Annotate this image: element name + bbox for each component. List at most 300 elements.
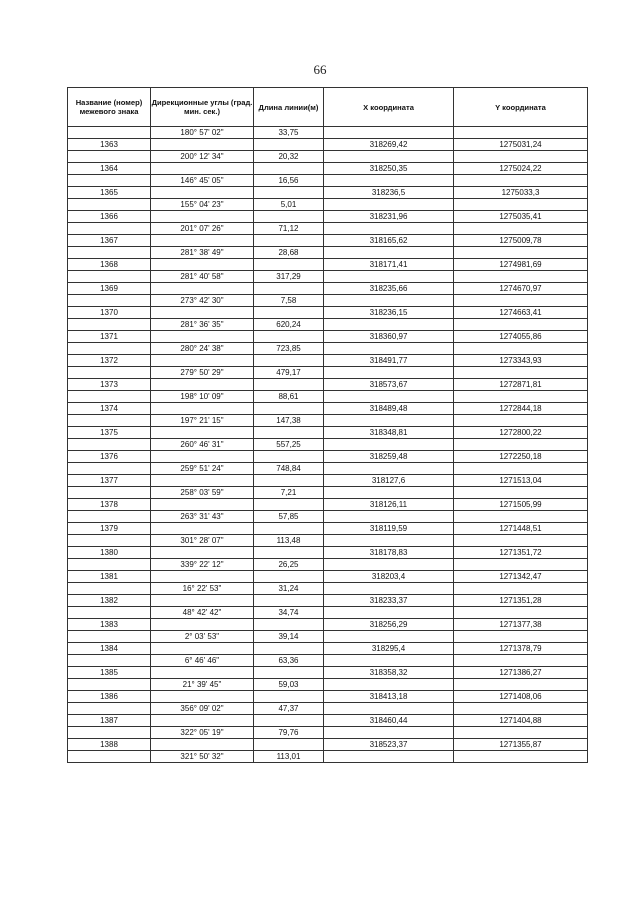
- table-row: [68, 475, 588, 487]
- cell-x: 318126,11: [324, 499, 454, 511]
- cell-x: 318360,97: [324, 331, 454, 343]
- cell-x: [324, 607, 454, 619]
- cell-x: [324, 199, 454, 211]
- cell-name: 1382: [68, 595, 151, 607]
- table-row: [68, 607, 588, 619]
- cell-x: [324, 367, 454, 379]
- cell-x: [324, 127, 454, 139]
- cell-angle: 197° 21' 15": [151, 415, 254, 427]
- cell-angle: [151, 283, 254, 295]
- cell-name: [68, 247, 151, 259]
- table-row: [68, 355, 588, 367]
- cell-length: [254, 235, 324, 247]
- cell-name: [68, 319, 151, 331]
- cell-name: 1384: [68, 643, 151, 655]
- cell-y: [454, 751, 588, 763]
- cell-name: 1370: [68, 307, 151, 319]
- cell-x: 318358,32: [324, 667, 454, 679]
- cell-length: [254, 283, 324, 295]
- cell-length: [254, 643, 324, 655]
- cell-length: [254, 259, 324, 271]
- cell-angle: 16° 22' 53": [151, 583, 254, 595]
- cell-x: [324, 415, 454, 427]
- cell-x: 318259,48: [324, 451, 454, 463]
- cell-name: 1386: [68, 691, 151, 703]
- cell-length: [254, 547, 324, 559]
- cell-angle: [151, 475, 254, 487]
- cell-angle: [151, 235, 254, 247]
- cell-x: 318233,37: [324, 595, 454, 607]
- cell-x: [324, 247, 454, 259]
- cell-angle: [151, 595, 254, 607]
- cell-y: [454, 511, 588, 523]
- cell-name: 1373: [68, 379, 151, 391]
- cell-x: 318295,4: [324, 643, 454, 655]
- cell-y: [454, 559, 588, 571]
- cell-angle: 146° 45' 05": [151, 175, 254, 187]
- cell-name: 1387: [68, 715, 151, 727]
- cell-length: 34,74: [254, 607, 324, 619]
- cell-angle: 2° 03' 53": [151, 631, 254, 643]
- cell-name: [68, 487, 151, 499]
- cell-length: 47,37: [254, 703, 324, 715]
- cell-x: 318178,83: [324, 547, 454, 559]
- table-row: [68, 643, 588, 655]
- cell-length: [254, 667, 324, 679]
- cell-name: [68, 751, 151, 763]
- cell-y: 1271513,04: [454, 475, 588, 487]
- cell-length: 79,76: [254, 727, 324, 739]
- cell-name: 1378: [68, 499, 151, 511]
- cell-y: [454, 367, 588, 379]
- cell-length: 57,85: [254, 511, 324, 523]
- cell-x: [324, 463, 454, 475]
- cell-length: [254, 571, 324, 583]
- cell-angle: 260° 46' 31": [151, 439, 254, 451]
- cell-name: 1365: [68, 187, 151, 199]
- cell-length: [254, 403, 324, 415]
- cell-y: 1275031,24: [454, 139, 588, 151]
- cell-y: 1275033,3: [454, 187, 588, 199]
- cell-y: [454, 223, 588, 235]
- table-row: [68, 559, 588, 571]
- cell-length: 71,12: [254, 223, 324, 235]
- cell-x: [324, 751, 454, 763]
- cell-name: 1374: [68, 403, 151, 415]
- cell-name: 1383: [68, 619, 151, 631]
- cell-angle: 279° 50' 29": [151, 367, 254, 379]
- cell-length: [254, 331, 324, 343]
- cell-x: [324, 271, 454, 283]
- table-row: [68, 523, 588, 535]
- table-row: [68, 139, 588, 151]
- cell-length: 28,68: [254, 247, 324, 259]
- cell-y: 1271378,79: [454, 643, 588, 655]
- cell-y: [454, 319, 588, 331]
- table-row: [68, 691, 588, 703]
- header-y: Y координата: [454, 88, 588, 127]
- cell-length: [254, 211, 324, 223]
- cell-name: [68, 727, 151, 739]
- cell-name: [68, 199, 151, 211]
- cell-name: [68, 583, 151, 595]
- cell-angle: [151, 427, 254, 439]
- cell-y: 1272250,18: [454, 451, 588, 463]
- cell-length: 16,56: [254, 175, 324, 187]
- cell-angle: [151, 451, 254, 463]
- cell-length: 59,03: [254, 679, 324, 691]
- cell-y: 1271505,99: [454, 499, 588, 511]
- cell-y: 1272844,18: [454, 403, 588, 415]
- cell-name: 1372: [68, 355, 151, 367]
- cell-angle: 259° 51' 24": [151, 463, 254, 475]
- table-row: [68, 679, 588, 691]
- cell-name: 1367: [68, 235, 151, 247]
- cell-angle: [151, 715, 254, 727]
- cell-x: 318127,6: [324, 475, 454, 487]
- cell-angle: [151, 259, 254, 271]
- cell-x: 318489,48: [324, 403, 454, 415]
- cell-x: [324, 391, 454, 403]
- table-row: [68, 715, 588, 727]
- cell-y: [454, 295, 588, 307]
- cell-name: 1363: [68, 139, 151, 151]
- cell-angle: 6° 46' 46": [151, 655, 254, 667]
- table-row: [68, 175, 588, 187]
- cell-x: 318203,4: [324, 571, 454, 583]
- cell-angle: 321° 50' 32": [151, 751, 254, 763]
- cell-y: 1274055,86: [454, 331, 588, 343]
- header-name: Название (номер) межевого знака: [68, 88, 151, 127]
- cell-y: [454, 655, 588, 667]
- cell-x: 318231,96: [324, 211, 454, 223]
- cell-angle: 280° 24' 38": [151, 343, 254, 355]
- table-row: [68, 391, 588, 403]
- table-body: [68, 127, 588, 763]
- cell-x: 318523,37: [324, 739, 454, 751]
- cell-length: [254, 427, 324, 439]
- table-row: [68, 439, 588, 451]
- cell-x: 318269,42: [324, 139, 454, 151]
- table-row: [68, 655, 588, 667]
- cell-length: 5,01: [254, 199, 324, 211]
- cell-x: [324, 511, 454, 523]
- cell-length: [254, 187, 324, 199]
- cell-angle: [151, 307, 254, 319]
- cell-name: 1368: [68, 259, 151, 271]
- cell-y: [454, 439, 588, 451]
- table-row: [68, 259, 588, 271]
- cell-length: [254, 475, 324, 487]
- cell-name: [68, 439, 151, 451]
- cell-x: [324, 343, 454, 355]
- cell-name: [68, 343, 151, 355]
- table-row: [68, 343, 588, 355]
- cell-x: 318236,15: [324, 307, 454, 319]
- cell-angle: [151, 643, 254, 655]
- cell-length: [254, 715, 324, 727]
- cell-length: [254, 355, 324, 367]
- table-row: [68, 295, 588, 307]
- cell-angle: 339° 22' 12": [151, 559, 254, 571]
- table-row: [68, 379, 588, 391]
- cell-y: 1275009,78: [454, 235, 588, 247]
- cell-y: [454, 199, 588, 211]
- cell-length: [254, 739, 324, 751]
- cell-x: [324, 535, 454, 547]
- cell-x: 318573,67: [324, 379, 454, 391]
- cell-y: 1271351,72: [454, 547, 588, 559]
- table-row: [68, 703, 588, 715]
- table-row: [68, 283, 588, 295]
- cell-name: 1380: [68, 547, 151, 559]
- cell-name: [68, 367, 151, 379]
- cell-y: [454, 463, 588, 475]
- table-row: [68, 319, 588, 331]
- cell-angle: [151, 139, 254, 151]
- header-x: Х координата: [324, 88, 454, 127]
- cell-angle: [151, 331, 254, 343]
- cell-angle: 48° 42' 42": [151, 607, 254, 619]
- cell-y: [454, 247, 588, 259]
- cell-y: [454, 727, 588, 739]
- cell-x: [324, 727, 454, 739]
- table-row: [68, 127, 588, 139]
- cell-y: [454, 343, 588, 355]
- cell-angle: 273° 42' 30": [151, 295, 254, 307]
- cell-length: 557,25: [254, 439, 324, 451]
- cell-name: [68, 607, 151, 619]
- table-row: [68, 199, 588, 211]
- cell-y: [454, 487, 588, 499]
- table-row: [68, 463, 588, 475]
- table-row: [68, 163, 588, 175]
- cell-name: 1369: [68, 283, 151, 295]
- table-row: [68, 583, 588, 595]
- table-row: [68, 367, 588, 379]
- cell-name: 1385: [68, 667, 151, 679]
- cell-angle: [151, 403, 254, 415]
- cell-x: [324, 559, 454, 571]
- cell-angle: [151, 163, 254, 175]
- cell-name: 1377: [68, 475, 151, 487]
- cell-y: [454, 631, 588, 643]
- cell-y: 1275035,41: [454, 211, 588, 223]
- cell-name: 1376: [68, 451, 151, 463]
- cell-angle: 201° 07' 26": [151, 223, 254, 235]
- table-row: [68, 415, 588, 427]
- table-row: [68, 667, 588, 679]
- cell-angle: 301° 28' 07": [151, 535, 254, 547]
- cell-angle: [151, 571, 254, 583]
- cell-y: [454, 535, 588, 547]
- cell-y: 1271342,47: [454, 571, 588, 583]
- table-row: [68, 223, 588, 235]
- cell-name: [68, 223, 151, 235]
- cell-y: 1271386,27: [454, 667, 588, 679]
- cell-y: 1271404,88: [454, 715, 588, 727]
- table-row: [68, 403, 588, 415]
- table-row: [68, 247, 588, 259]
- header-angles: Дирекционные углы (град. мин. сек.): [151, 88, 254, 127]
- table-row: [68, 427, 588, 439]
- cell-name: [68, 679, 151, 691]
- cell-x: [324, 679, 454, 691]
- cell-length: [254, 619, 324, 631]
- cell-y: 1273343,93: [454, 355, 588, 367]
- cell-length: 317,29: [254, 271, 324, 283]
- cell-x: [324, 703, 454, 715]
- header-length: Длина линии(м): [254, 88, 324, 127]
- cell-name: [68, 175, 151, 187]
- table-row: [68, 331, 588, 343]
- cell-name: [68, 511, 151, 523]
- table-row: [68, 271, 588, 283]
- cell-angle: [151, 187, 254, 199]
- page-number: 66: [313, 62, 327, 77]
- cell-length: 88,61: [254, 391, 324, 403]
- cell-x: [324, 223, 454, 235]
- cell-x: [324, 151, 454, 163]
- cell-y: 1271351,28: [454, 595, 588, 607]
- cell-x: [324, 439, 454, 451]
- cell-angle: 21° 39' 45": [151, 679, 254, 691]
- table-row: [68, 211, 588, 223]
- cell-name: 1379: [68, 523, 151, 535]
- table-row: [68, 535, 588, 547]
- cell-length: 113,48: [254, 535, 324, 547]
- cell-length: 63,36: [254, 655, 324, 667]
- cell-y: [454, 703, 588, 715]
- table-header-row: [68, 88, 588, 127]
- cell-x: [324, 655, 454, 667]
- cell-length: [254, 307, 324, 319]
- cell-x: 318250,35: [324, 163, 454, 175]
- cell-x: 318491,77: [324, 355, 454, 367]
- cell-length: 479,17: [254, 367, 324, 379]
- cell-y: 1271448,51: [454, 523, 588, 535]
- cell-y: [454, 175, 588, 187]
- cell-y: 1272871,81: [454, 379, 588, 391]
- cell-name: [68, 631, 151, 643]
- cell-x: 318348,81: [324, 427, 454, 439]
- cell-name: [68, 703, 151, 715]
- cell-angle: [151, 547, 254, 559]
- cell-angle: [151, 355, 254, 367]
- cell-x: 318165,62: [324, 235, 454, 247]
- cell-angle: 155° 04' 23": [151, 199, 254, 211]
- cell-name: [68, 295, 151, 307]
- cell-y: 1275024,22: [454, 163, 588, 175]
- cell-angle: [151, 667, 254, 679]
- table-row: [68, 571, 588, 583]
- cell-name: [68, 655, 151, 667]
- cell-angle: [151, 211, 254, 223]
- cell-length: 748,84: [254, 463, 324, 475]
- cell-x: [324, 631, 454, 643]
- cell-length: 7,21: [254, 487, 324, 499]
- cell-x: 318235,66: [324, 283, 454, 295]
- table-row: [68, 547, 588, 559]
- cell-length: 26,25: [254, 559, 324, 571]
- cell-length: [254, 523, 324, 535]
- cell-y: [454, 127, 588, 139]
- cell-name: [68, 271, 151, 283]
- cell-name: [68, 151, 151, 163]
- table-row: [68, 151, 588, 163]
- cell-y: [454, 583, 588, 595]
- cell-y: [454, 679, 588, 691]
- cell-length: [254, 451, 324, 463]
- cell-y: 1272800,22: [454, 427, 588, 439]
- cell-name: [68, 463, 151, 475]
- cell-length: 31,24: [254, 583, 324, 595]
- cell-name: 1388: [68, 739, 151, 751]
- table-row: [68, 307, 588, 319]
- cell-x: 318256,29: [324, 619, 454, 631]
- cell-y: [454, 607, 588, 619]
- cell-angle: 263° 31' 43": [151, 511, 254, 523]
- cell-length: 620,24: [254, 319, 324, 331]
- cell-name: [68, 391, 151, 403]
- cell-x: [324, 295, 454, 307]
- cell-x: 318460,44: [324, 715, 454, 727]
- cell-name: [68, 127, 151, 139]
- cell-name: 1366: [68, 211, 151, 223]
- cell-length: 20,32: [254, 151, 324, 163]
- cell-x: 318171,41: [324, 259, 454, 271]
- cell-y: 1271355,87: [454, 739, 588, 751]
- cell-x: [324, 583, 454, 595]
- cell-length: [254, 595, 324, 607]
- cell-length: [254, 691, 324, 703]
- cell-name: 1375: [68, 427, 151, 439]
- cell-angle: 356° 09' 02": [151, 703, 254, 715]
- cell-y: 1271408,06: [454, 691, 588, 703]
- cell-angle: [151, 379, 254, 391]
- cell-x: [324, 319, 454, 331]
- cell-name: 1381: [68, 571, 151, 583]
- cell-length: 33,75: [254, 127, 324, 139]
- cell-name: 1364: [68, 163, 151, 175]
- cell-name: [68, 535, 151, 547]
- table-row: [68, 619, 588, 631]
- cell-angle: 258° 03' 59": [151, 487, 254, 499]
- cell-length: 7,58: [254, 295, 324, 307]
- cell-name: 1371: [68, 331, 151, 343]
- cell-y: [454, 151, 588, 163]
- cell-length: 723,85: [254, 343, 324, 355]
- cell-x: 318413,18: [324, 691, 454, 703]
- cell-angle: [151, 691, 254, 703]
- cell-y: 1274663,41: [454, 307, 588, 319]
- table-row: [68, 739, 588, 751]
- table-row: [68, 631, 588, 643]
- cell-length: [254, 139, 324, 151]
- cell-x: [324, 175, 454, 187]
- cell-angle: [151, 619, 254, 631]
- table-row: [68, 727, 588, 739]
- table-row: [68, 595, 588, 607]
- cell-angle: 198° 10' 09": [151, 391, 254, 403]
- cell-name: [68, 415, 151, 427]
- cell-length: [254, 163, 324, 175]
- table-row: [68, 451, 588, 463]
- cell-angle: 281° 38' 49": [151, 247, 254, 259]
- cell-y: 1274981,69: [454, 259, 588, 271]
- cell-angle: [151, 499, 254, 511]
- cell-y: [454, 271, 588, 283]
